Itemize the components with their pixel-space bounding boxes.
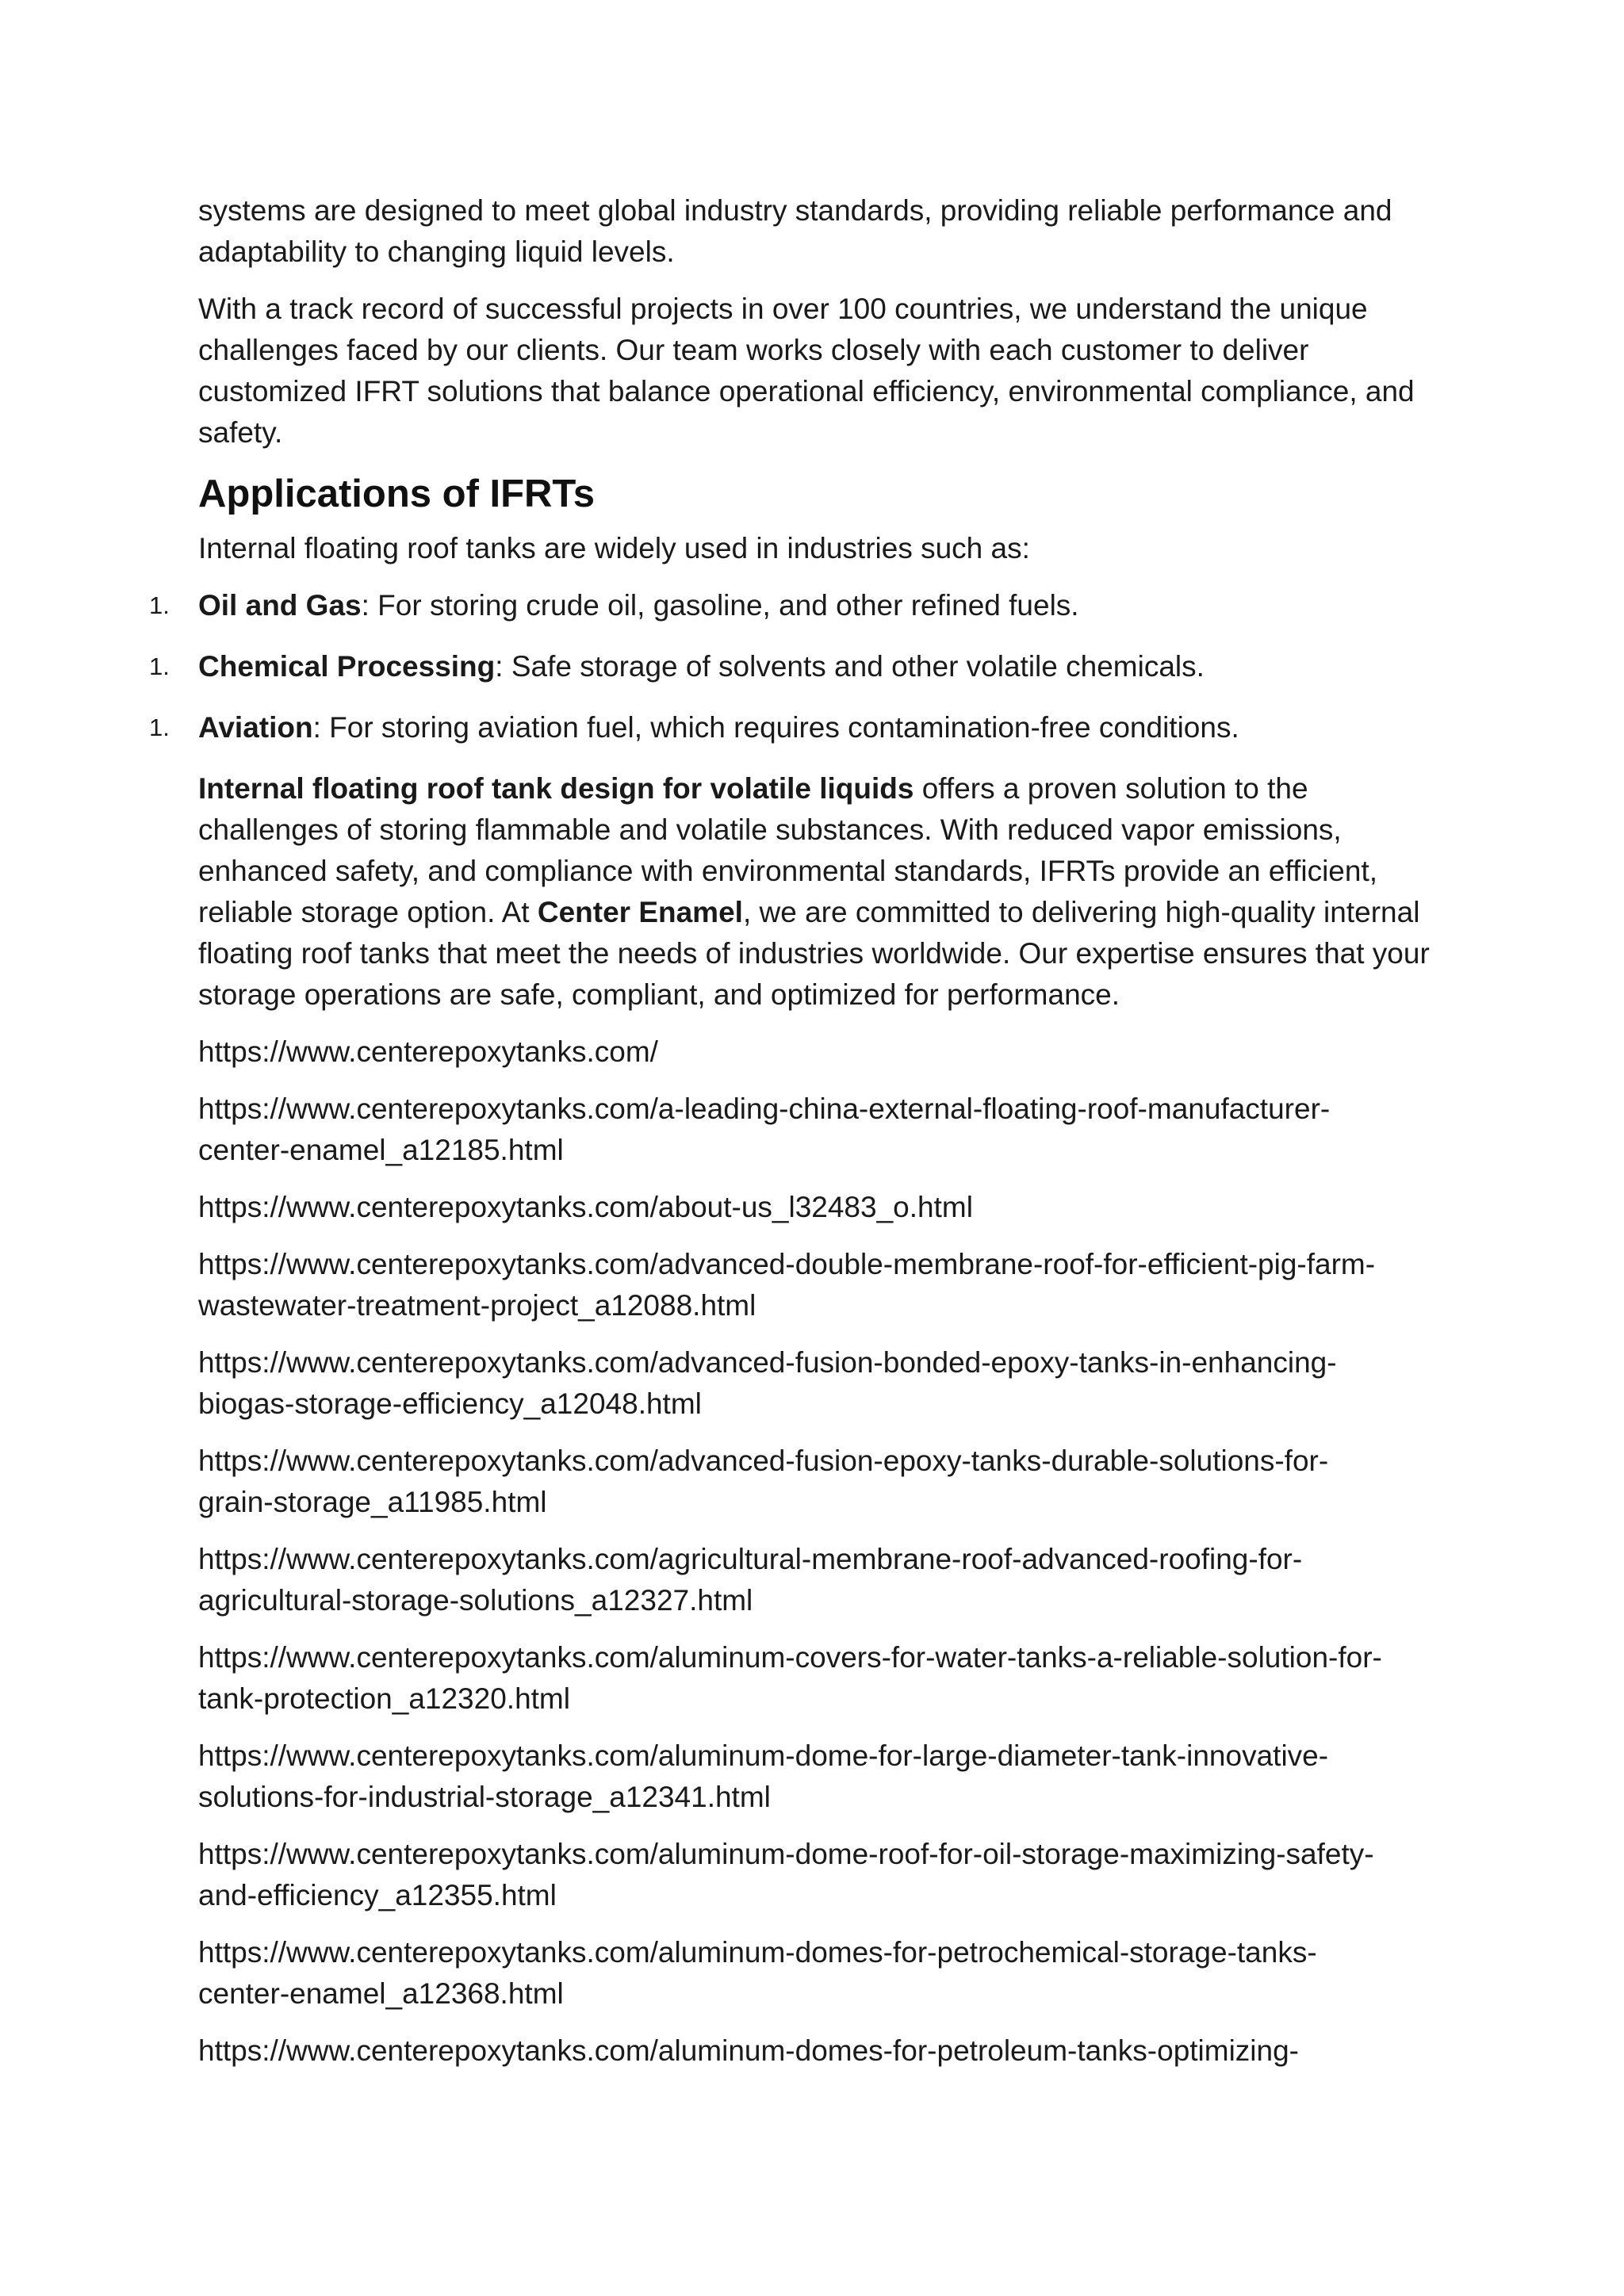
link-list xyxy=(198,1031,1435,2072)
list-text: : For storing aviation fuel, which requires contamination-free conditions. xyxy=(312,711,1239,744)
company-name: Center Enamel xyxy=(537,896,743,928)
url-link[interactable]: https://www.centerepoxytanks.com/aluminum-domes-for-petrochemical-storage-tanks- center-enamel_a12368.html xyxy=(198,1936,1317,2010)
list-term: Chemical Processing xyxy=(198,650,496,683)
document-page xyxy=(149,190,1435,2087)
url-link[interactable]: https://www.centerepoxytanks.com/advanced-fusion-epoxy-tanks-durable-solutions-for- grain-storage_a11985.html xyxy=(198,1445,1329,1518)
list-term: Aviation xyxy=(198,711,313,744)
url-link[interactable]: https://www.centerepoxytanks.com/aluminum-dome-roof-for-oil-storage-maximizing-safety- and-efficiency_a12355.html xyxy=(198,1838,1374,1911)
list-text: : For storing crude oil, gasoline, and other refined fuels. xyxy=(361,589,1079,622)
list-item xyxy=(149,707,1435,748)
applications-list xyxy=(149,585,1435,748)
url-link[interactable]: https://www.centerepoxytanks.com/aluminum-domes-for-petroleum-tanks-optimizing- xyxy=(198,2034,1300,2067)
section-heading: Applications of IFRTs xyxy=(198,473,595,515)
applications-lead: Internal floating roof tanks are widely used in industries such as: xyxy=(198,532,1030,564)
intro-paragraph-2: With a track record of successful projects in over 100 countries, we understand the unique challenges faced by our clients. Our team works closely with each customer to deliver customized IFRT solutions that balance operational efficiency, environmental compliance, and safety. xyxy=(198,293,1415,449)
list-number: 1. xyxy=(149,652,170,680)
conclusion-text-2: , we are committed to delivering high-quality internal floating roof tanks that meet the needs of industries worldwide. Our expertise ensures that your storage operations are safe, compliant, and optimized for performance. xyxy=(198,896,1430,1011)
url-link[interactable]: https://www.centerepoxytanks.com/advanced-double-membrane-roof-for-efficient-pig-farm- wastewater-treatment-project_a12088.html xyxy=(198,1248,1376,1322)
url-link[interactable]: https://www.centerepoxytanks.com/advanced-fusion-bonded-epoxy-tanks-in-enhancing- biogas-storage-efficiency_a12048.html xyxy=(198,1346,1337,1420)
list-term: Oil and Gas xyxy=(198,589,362,622)
list-number: 1. xyxy=(149,714,170,741)
url-link[interactable]: https://www.centerepoxytanks.com/agricultural-membrane-roof-advanced-roofing-for- agricultural-storage-solutions_a12327.html xyxy=(198,1543,1303,1617)
list-text: : Safe storage of solvents and other volatile chemicals. xyxy=(495,650,1205,683)
list-item xyxy=(149,646,1435,687)
url-link[interactable]: https://www.centerepoxytanks.com/about-us_l32483_o.html xyxy=(198,1191,973,1223)
conclusion-paragraph xyxy=(198,768,1435,1016)
conclusion-bold-phrase: Internal floating roof tank design for volatile liquids xyxy=(198,772,914,805)
list-item xyxy=(149,585,1435,626)
url-link[interactable]: https://www.centerepoxytanks.com/aluminum-covers-for-water-tanks-a-reliable-solution-for- tank-protection_a12320.html xyxy=(198,1641,1382,1715)
url-link[interactable]: https://www.centerepoxytanks.com/ xyxy=(198,1035,658,1068)
url-link[interactable]: https://www.centerepoxytanks.com/aluminum-dome-for-large-diameter-tank-innovative- solutions-for-industrial-storage_a12341.html xyxy=(198,1739,1329,1813)
list-number: 1. xyxy=(149,591,170,619)
url-link[interactable]: https://www.centerepoxytanks.com/a-leading-china-external-floating-roof-manufacturer- center-enamel_a12185.html xyxy=(198,1093,1331,1166)
intro-paragraph-1: systems are designed to meet global industry standards, providing reliable performance and adaptability to changing liquid levels. xyxy=(198,194,1392,268)
conclusion-text-1: offers a proven solution to the challenges of storing flammable and volatile substances. With reduced vapor emissions, enhanced safety, and compliance with environmental standards, IFRTs provide an efficient, reliable storage option. At xyxy=(198,772,1378,928)
